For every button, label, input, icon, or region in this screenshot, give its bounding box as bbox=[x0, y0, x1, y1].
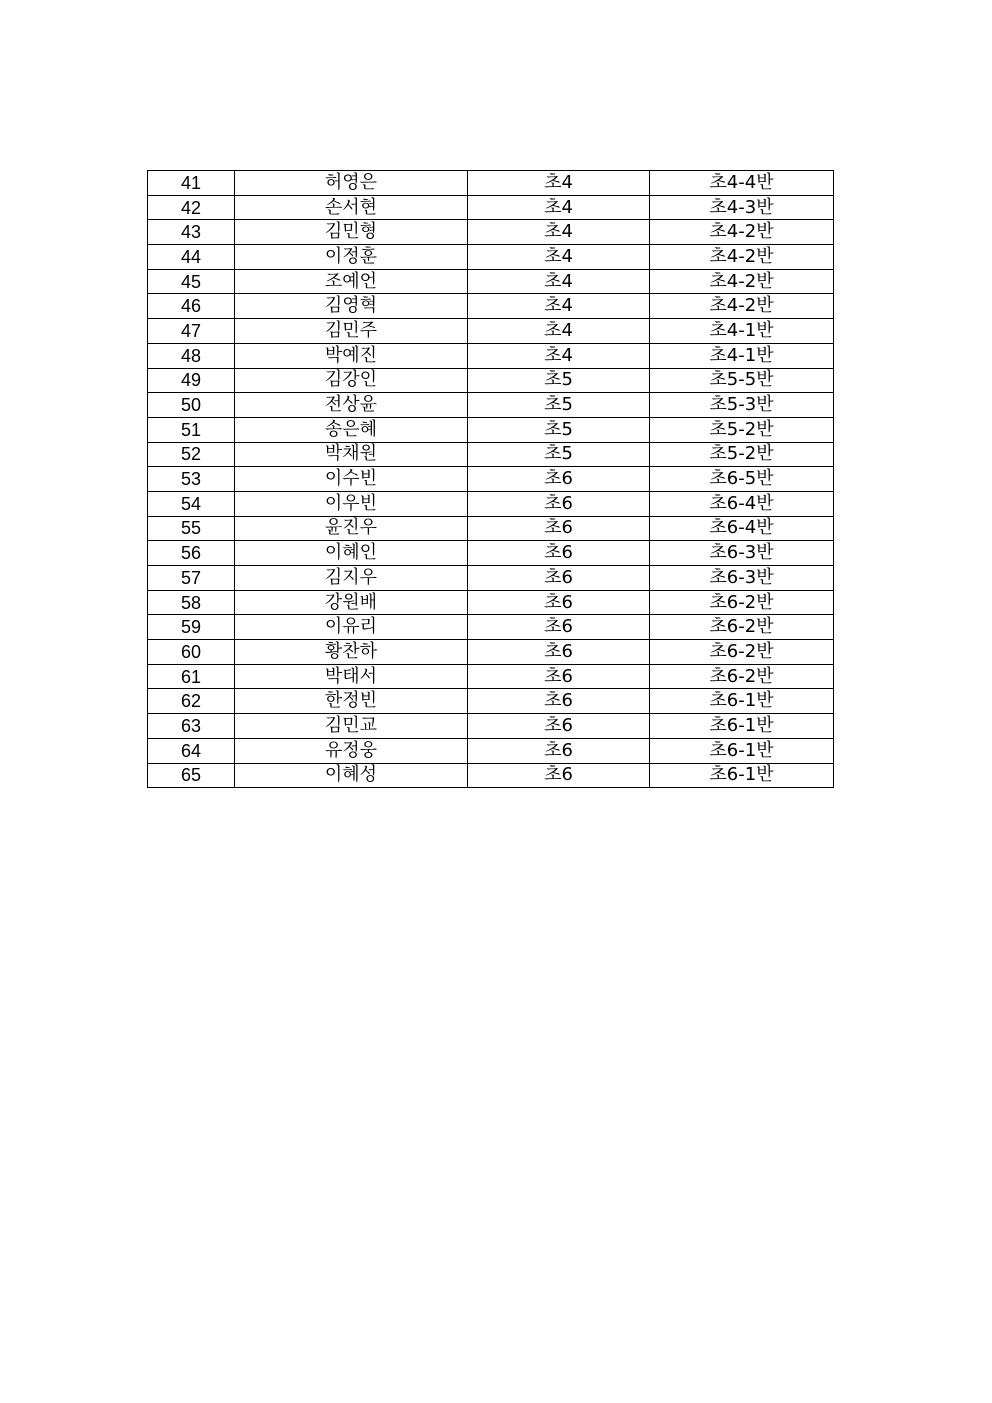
table-row bbox=[148, 714, 834, 739]
student-name-cell: 김민교 bbox=[235, 714, 468, 739]
grade-cell: 초6 bbox=[468, 566, 650, 591]
row-number-cell: 53 bbox=[148, 467, 235, 492]
grade-cell: 초6 bbox=[468, 615, 650, 640]
student-name-cell: 이혜성 bbox=[235, 763, 468, 788]
grade-cell: 초6 bbox=[468, 491, 650, 516]
class-cell: 초4-2반 bbox=[650, 245, 834, 270]
table-row bbox=[148, 294, 834, 319]
class-cell: 초4-2반 bbox=[650, 294, 834, 319]
student-name-cell: 이혜인 bbox=[235, 541, 468, 566]
student-name-cell: 윤진우 bbox=[235, 516, 468, 541]
student-name-cell: 김민주 bbox=[235, 319, 468, 344]
table-row bbox=[148, 541, 834, 566]
table-row bbox=[148, 393, 834, 418]
class-cell: 초6-4반 bbox=[650, 491, 834, 516]
class-cell: 초6-3반 bbox=[650, 541, 834, 566]
row-number-cell: 45 bbox=[148, 269, 235, 294]
table-row bbox=[148, 491, 834, 516]
table-row bbox=[148, 640, 834, 665]
grade-cell: 초4 bbox=[468, 220, 650, 245]
grade-cell: 초4 bbox=[468, 294, 650, 319]
table-row bbox=[148, 245, 834, 270]
grade-cell: 초6 bbox=[468, 763, 650, 788]
table-row bbox=[148, 566, 834, 591]
row-number-cell: 51 bbox=[148, 417, 235, 442]
grade-cell: 초4 bbox=[468, 319, 650, 344]
row-number-cell: 59 bbox=[148, 615, 235, 640]
class-cell: 초5-5반 bbox=[650, 368, 834, 393]
class-cell: 초4-1반 bbox=[650, 343, 834, 368]
row-number-cell: 48 bbox=[148, 343, 235, 368]
row-number-cell: 62 bbox=[148, 689, 235, 714]
student-name-cell: 김민형 bbox=[235, 220, 468, 245]
row-number-cell: 54 bbox=[148, 491, 235, 516]
grade-cell: 초6 bbox=[468, 689, 650, 714]
class-cell: 초4-3반 bbox=[650, 195, 834, 220]
class-cell: 초4-2반 bbox=[650, 220, 834, 245]
class-cell: 초5-2반 bbox=[650, 442, 834, 467]
row-number-cell: 65 bbox=[148, 763, 235, 788]
student-name-cell: 손서현 bbox=[235, 195, 468, 220]
grade-cell: 초4 bbox=[468, 171, 650, 196]
student-name-cell: 조예언 bbox=[235, 269, 468, 294]
student-name-cell: 이유리 bbox=[235, 615, 468, 640]
student-name-cell: 한정빈 bbox=[235, 689, 468, 714]
row-number-cell: 52 bbox=[148, 442, 235, 467]
student-name-cell: 김강인 bbox=[235, 368, 468, 393]
table-row bbox=[148, 590, 834, 615]
table-row bbox=[148, 738, 834, 763]
grade-cell: 초5 bbox=[468, 417, 650, 442]
grade-cell: 초5 bbox=[468, 368, 650, 393]
table-row bbox=[148, 516, 834, 541]
row-number-cell: 50 bbox=[148, 393, 235, 418]
grade-cell: 초6 bbox=[468, 664, 650, 689]
class-cell: 초6-2반 bbox=[650, 664, 834, 689]
table-row bbox=[148, 368, 834, 393]
student-name-cell: 허영은 bbox=[235, 171, 468, 196]
grade-cell: 초6 bbox=[468, 714, 650, 739]
grade-cell: 초6 bbox=[468, 516, 650, 541]
student-name-cell: 이정훈 bbox=[235, 245, 468, 270]
table-row bbox=[148, 343, 834, 368]
student-name-cell: 박채원 bbox=[235, 442, 468, 467]
grade-cell: 초4 bbox=[468, 195, 650, 220]
grade-cell: 초4 bbox=[468, 343, 650, 368]
grade-cell: 초6 bbox=[468, 738, 650, 763]
student-name-cell: 박예진 bbox=[235, 343, 468, 368]
roster-table bbox=[147, 170, 834, 788]
class-cell: 초4-2반 bbox=[650, 269, 834, 294]
row-number-cell: 56 bbox=[148, 541, 235, 566]
row-number-cell: 43 bbox=[148, 220, 235, 245]
class-cell: 초6-2반 bbox=[650, 590, 834, 615]
table-row bbox=[148, 269, 834, 294]
student-name-cell: 이수빈 bbox=[235, 467, 468, 492]
row-number-cell: 47 bbox=[148, 319, 235, 344]
student-name-cell: 강원배 bbox=[235, 590, 468, 615]
roster-table-body bbox=[148, 171, 834, 788]
student-name-cell: 유정웅 bbox=[235, 738, 468, 763]
table-row bbox=[148, 664, 834, 689]
table-row bbox=[148, 220, 834, 245]
student-name-cell: 전상윤 bbox=[235, 393, 468, 418]
student-name-cell: 박태서 bbox=[235, 664, 468, 689]
grade-cell: 초5 bbox=[468, 393, 650, 418]
row-number-cell: 60 bbox=[148, 640, 235, 665]
table-row bbox=[148, 195, 834, 220]
student-name-cell: 이우빈 bbox=[235, 491, 468, 516]
class-cell: 초4-1반 bbox=[650, 319, 834, 344]
table-row bbox=[148, 689, 834, 714]
class-cell: 초6-5반 bbox=[650, 467, 834, 492]
row-number-cell: 44 bbox=[148, 245, 235, 270]
row-number-cell: 58 bbox=[148, 590, 235, 615]
table-row bbox=[148, 417, 834, 442]
row-number-cell: 64 bbox=[148, 738, 235, 763]
table-row bbox=[148, 442, 834, 467]
row-number-cell: 57 bbox=[148, 566, 235, 591]
grade-cell: 초4 bbox=[468, 269, 650, 294]
row-number-cell: 41 bbox=[148, 171, 235, 196]
table-row bbox=[148, 171, 834, 196]
student-name-cell: 김영혁 bbox=[235, 294, 468, 319]
class-cell: 초6-4반 bbox=[650, 516, 834, 541]
class-cell: 초6-3반 bbox=[650, 566, 834, 591]
class-cell: 초6-1반 bbox=[650, 763, 834, 788]
class-cell: 초4-4반 bbox=[650, 171, 834, 196]
class-cell: 초5-3반 bbox=[650, 393, 834, 418]
grade-cell: 초5 bbox=[468, 442, 650, 467]
class-cell: 초6-1반 bbox=[650, 714, 834, 739]
student-name-cell: 송은혜 bbox=[235, 417, 468, 442]
table-row bbox=[148, 319, 834, 344]
class-cell: 초5-2반 bbox=[650, 417, 834, 442]
table-row bbox=[148, 467, 834, 492]
grade-cell: 초6 bbox=[468, 640, 650, 665]
table-row bbox=[148, 763, 834, 788]
grade-cell: 초4 bbox=[468, 245, 650, 270]
student-name-cell: 황찬하 bbox=[235, 640, 468, 665]
grade-cell: 초6 bbox=[468, 590, 650, 615]
class-cell: 초6-2반 bbox=[650, 640, 834, 665]
table-row bbox=[148, 615, 834, 640]
row-number-cell: 46 bbox=[148, 294, 235, 319]
grade-cell: 초6 bbox=[468, 467, 650, 492]
class-cell: 초6-1반 bbox=[650, 689, 834, 714]
row-number-cell: 63 bbox=[148, 714, 235, 739]
grade-cell: 초6 bbox=[468, 541, 650, 566]
row-number-cell: 55 bbox=[148, 516, 235, 541]
class-cell: 초6-2반 bbox=[650, 615, 834, 640]
row-number-cell: 49 bbox=[148, 368, 235, 393]
student-name-cell: 김지우 bbox=[235, 566, 468, 591]
row-number-cell: 61 bbox=[148, 664, 235, 689]
class-cell: 초6-1반 bbox=[650, 738, 834, 763]
row-number-cell: 42 bbox=[148, 195, 235, 220]
